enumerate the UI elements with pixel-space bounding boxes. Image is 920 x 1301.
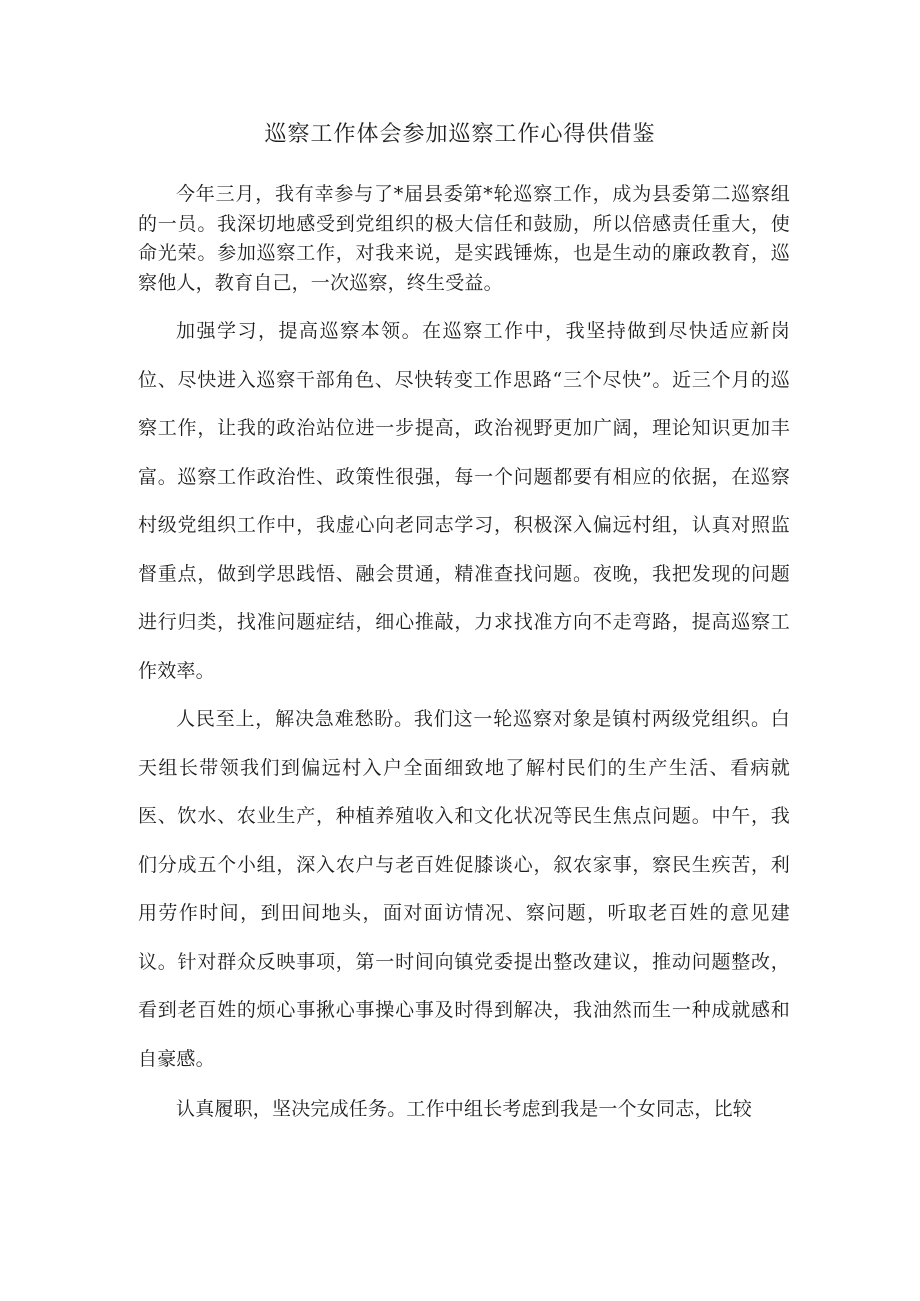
document-title: 巡察工作体会参加巡察工作心得供借鉴	[264, 122, 656, 147]
paragraph-intro: 今年三月，我有幸参与了*届县委第*轮巡察工作，成为县委第二巡察组的一员。我深切地感受到党组织的极大信任和鼓励，所以倍感责任重大，使命光荣。参加巡察工作，对我来说，是实践锤炼，也是生动的廉政教育，巡察他人，教育自己，一次巡察，终生受益。	[138, 183, 790, 294]
paragraph-people: 人民至上，解决急难愁盼。我们这一轮巡察对象是镇村两级党组织。白天组长带领我们到偏远村入户全面细致地了解村民们的生产生活、看病就医、饮水、农业生产，种植养殖收入和文化状况等民生焦点问题。中午，我们分成五个小组，深入农户与老百姓促膝谈心，叙农家事，察民生疾苦，利用劳作时间，到田间地头，面对面访情况、察问题，听取老百姓的意见建议。针对群众反映事项，第一时间向镇党委提出整改建议，推动问题整改，看到老百姓的烦心事揪心事操心事及时得到解决，我油然而生一种成就感和自豪感。	[138, 708, 790, 1070]
paragraph-duty: 认真履职，坚决完成任务。工作中组长考虑到我是一个女同志，比较	[176, 1098, 753, 1120]
paragraph-study: 加强学习，提高巡察本领。在巡察工作中，我坚持做到尽快适应新岗位、尽快进入巡察干部角色、尽快转变工作思路“三个尽快”。近三个月的巡察工作，让我的政治站位进一步提高，政治视野更加广阔，理论知识更加丰富。巡察工作政治性、政策性很强，每一个问题都要有相应的依据，在巡察村级党组织工作中，我虚心向老同志学习，积极深入偏远村组，认真对照监督重点，做到学思践悟、融会贯通，精准查找问题。夜晚，我把发现的问题进行归类，找准问题症结，细心推敲，力求找准方向不走弯路，提高巡察工作效率。	[138, 320, 790, 682]
